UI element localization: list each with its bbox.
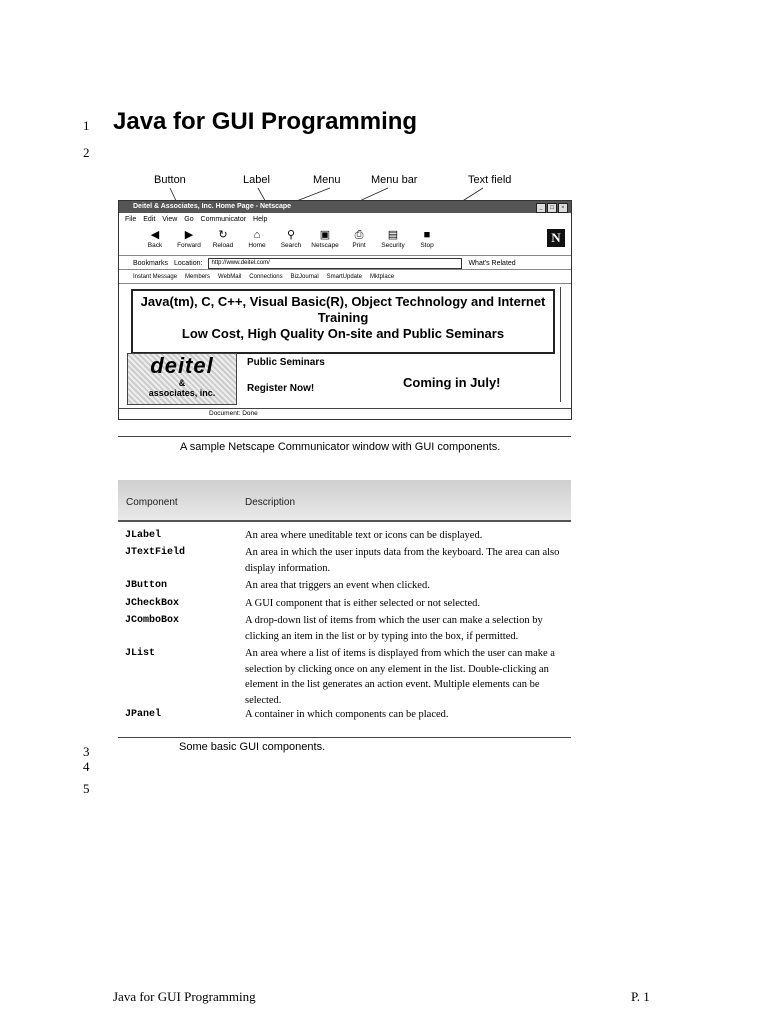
bookmarks-label: Bookmarks xyxy=(133,259,169,267)
link-item: WebMail xyxy=(218,274,242,280)
component-name: JList xyxy=(125,648,156,659)
forward-icon: ▶ xyxy=(184,229,194,241)
line-number: 5 xyxy=(83,781,90,796)
callout-text-field: Text field xyxy=(468,174,512,186)
whats-related-label: What's Related xyxy=(468,259,516,267)
component-description: An area where a list of items is displayed from which the user can make a selection by clicking once on any element in the list. Double-clicking an element in the list generates an action event. Multiple elements can be selected. xyxy=(245,648,555,706)
netscape-button: ▣ Netscape xyxy=(311,229,339,249)
component-description: An area that triggers an event when clicked. xyxy=(245,580,430,591)
component-description: An area in which the user inputs data from the keyboard. The area can also display information. xyxy=(245,547,560,574)
line-number: 2 xyxy=(83,145,90,160)
stop-button: ■ Stop xyxy=(413,227,441,255)
minimize-icon: _ xyxy=(536,203,546,213)
link-item: Members xyxy=(185,274,211,280)
maximize-icon: □ xyxy=(547,203,557,213)
component-name: JPanel xyxy=(125,709,162,720)
component-name: JCheckBox xyxy=(125,598,180,609)
logo-sub: associates, inc. xyxy=(148,388,216,398)
search-icon: ⚲ xyxy=(286,229,296,241)
component-name: JLabel xyxy=(125,530,162,541)
page-content xyxy=(127,287,559,399)
back-icon: ◀ xyxy=(150,229,160,241)
component-description: A GUI component that is either selected or not selected. xyxy=(245,598,481,609)
coming-soon-text: Coming in July! xyxy=(403,375,501,390)
divider xyxy=(118,737,571,738)
personal-toolbar xyxy=(119,271,571,284)
menu-help: Help xyxy=(253,216,268,223)
callout-menu-bar: Menu bar xyxy=(371,174,418,186)
callout-button: Button xyxy=(154,174,186,186)
menu-edit: Edit xyxy=(143,216,156,223)
callout-menu: Menu xyxy=(313,174,341,186)
home-icon: ⌂ xyxy=(253,229,261,241)
menu-go: Go xyxy=(184,216,194,223)
component-description: A drop-down list of items from which the user can make a selection by clicking an item in the list or by typing into the box, if permitted. xyxy=(245,615,543,642)
print-button: ⎙ Print xyxy=(345,227,373,255)
page-number: P. 1 xyxy=(631,989,650,1004)
menu-bar xyxy=(119,215,571,225)
banner-line: Training xyxy=(317,310,369,325)
window-title: Deitel & Associates, Inc. Home Page - Netscape xyxy=(119,201,571,213)
column-header-component: Component xyxy=(126,497,178,508)
component-name: JTextField xyxy=(125,547,186,558)
footer-title: Java for GUI Programming xyxy=(113,989,256,1004)
netscape-window-screenshot xyxy=(118,200,572,420)
figure-caption: A sample Netscape Communicator window with GUI components. xyxy=(180,441,501,453)
menu-communicator: Communicator xyxy=(200,216,247,223)
line-number: 1 xyxy=(83,118,90,133)
forward-button: ▶ Forward xyxy=(175,227,203,255)
reload-button: ↻ Reload xyxy=(209,227,237,255)
scrollbar xyxy=(560,287,569,402)
reload-icon: ↻ xyxy=(218,229,228,241)
security-button: ▤ Security xyxy=(379,227,407,255)
table-caption: Some basic GUI components. xyxy=(179,741,326,753)
divider xyxy=(118,436,571,437)
link-item: BizJournal xyxy=(290,274,319,280)
location-label: Location: xyxy=(174,259,203,267)
location-field: http://www.deitel.com/ xyxy=(208,258,462,269)
logo-amp: & xyxy=(178,378,186,388)
toolbar xyxy=(119,227,571,256)
public-seminars-link: Public Seminars xyxy=(247,357,325,368)
window-controls xyxy=(536,203,568,213)
deitel-logo xyxy=(127,353,237,405)
line-number: 3 xyxy=(83,744,90,759)
status-text: Document: Done xyxy=(209,410,258,417)
link-item: Instant Message xyxy=(133,274,178,280)
close-icon: × xyxy=(558,203,568,213)
callout-label: Label xyxy=(243,174,270,186)
home-button: ⌂ Home xyxy=(243,227,271,255)
logo-text: deitel xyxy=(150,353,214,378)
lock-icon: ▤ xyxy=(387,229,399,241)
banner-line: Java(tm), C, C++, Visual Basic(R), Object Technology and Internet xyxy=(140,294,546,309)
status-bar xyxy=(119,408,571,419)
page-title: Java for GUI Programming xyxy=(113,108,418,135)
netscape-icon: ▣ xyxy=(319,229,331,241)
link-item: Connections xyxy=(249,274,283,280)
netscape-logo: N xyxy=(547,229,565,247)
table-header xyxy=(118,480,571,522)
search-button: ⚲ Search xyxy=(277,227,305,255)
link-item: Mktplace xyxy=(370,274,395,280)
component-name: JButton xyxy=(125,580,168,591)
menu-view: View xyxy=(162,216,178,223)
line-number: 4 xyxy=(83,759,90,774)
component-description: A container in which components can be placed. xyxy=(245,709,449,720)
banner-line: Low Cost, High Quality On-site and Public Seminars xyxy=(181,326,505,341)
link-item: SmartUpdate xyxy=(326,274,363,280)
column-header-description: Description xyxy=(245,497,296,508)
location-bar xyxy=(119,257,571,270)
menu-file: File xyxy=(125,216,137,223)
banner xyxy=(131,289,555,354)
register-now-link: Register Now! xyxy=(247,383,315,394)
print-icon: ⎙ xyxy=(354,229,364,241)
component-description: An area where uneditable text or icons can be displayed. xyxy=(245,530,483,541)
stop-icon: ■ xyxy=(423,229,431,241)
back-button: ◀ Back xyxy=(141,227,169,255)
component-name: JComboBox xyxy=(125,615,180,626)
